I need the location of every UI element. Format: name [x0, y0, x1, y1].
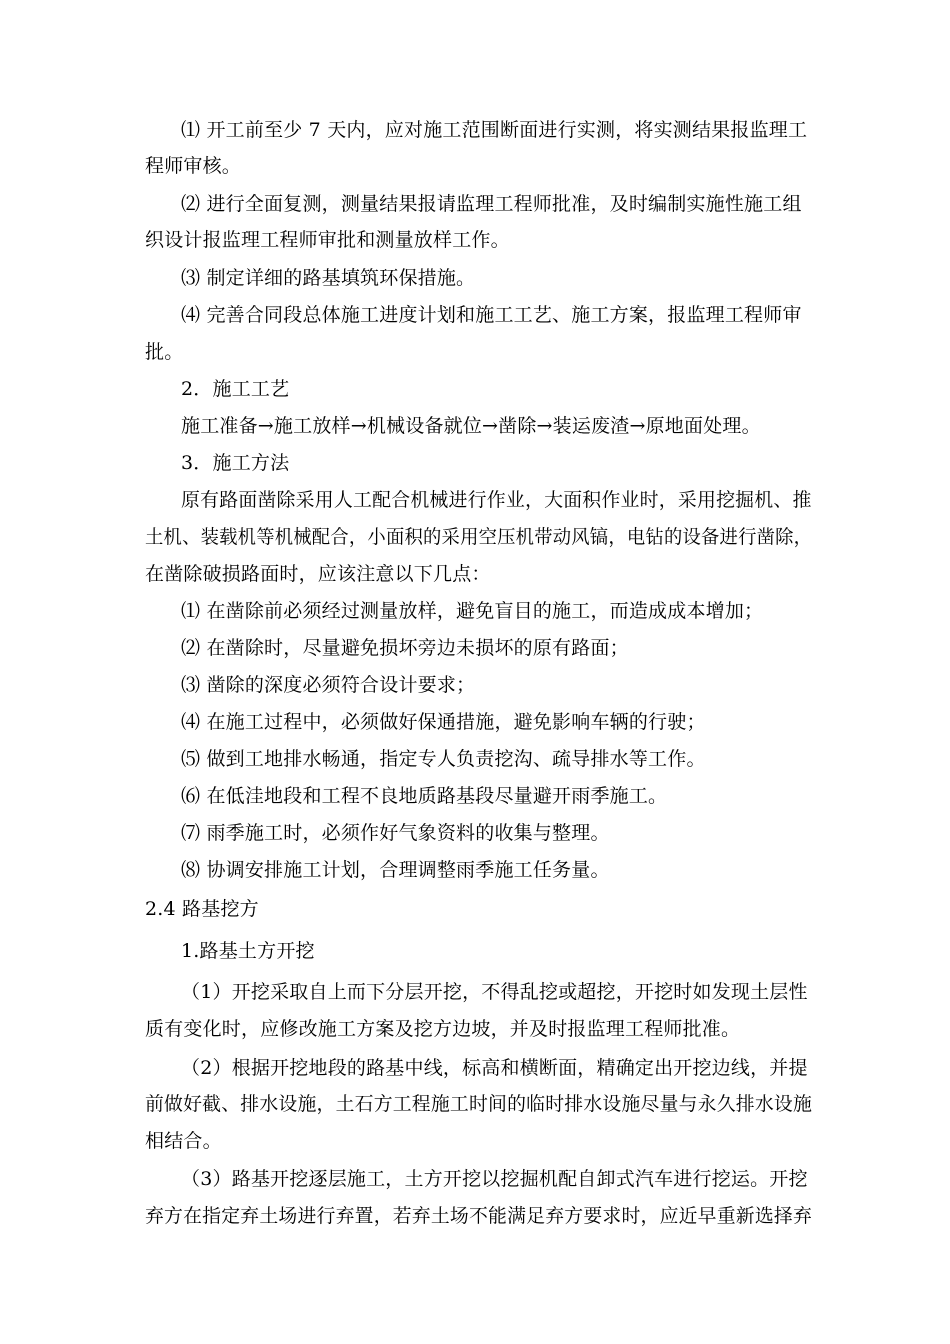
paragraph-line: 质有变化时，应修改施工方案及挖方边坡，并及时报监理工程师批准。 — [145, 1018, 741, 1040]
paragraph-line: 相结合。 — [145, 1130, 222, 1152]
paragraph-line: 原有路面凿除采用人工配合机械进行作业，大面积作业时，采用挖掘机、推 — [181, 489, 812, 511]
paragraph-line: 前做好截、排水设施，土石方工程施工时间的临时排水设施尽量与永久排水设施 — [145, 1093, 813, 1115]
paragraph-line: 批。 — [145, 341, 184, 363]
list-item: ⑸ 做到工地排水畅通，指定专人负责挖沟、疏导排水等工作。 — [181, 748, 706, 770]
list-item: ⑴ 在凿除前必须经过测量放样，避免盲目的施工，而造成成本增加； — [181, 600, 764, 622]
paragraph-line: ⑷ 完善合同段总体施工进度计划和施工工艺、施工方案，报监理工程师审 — [181, 304, 802, 326]
paragraph-line: ⑴ 开工前至少 7 天内，应对施工范围断面进行实测，将实测结果报监理工 — [181, 119, 808, 141]
paragraph-line: （1）开挖采取自上而下分层开挖，不得乱挖或超挖，开挖时如发现土层性 — [181, 981, 808, 1003]
paragraph-line: 在凿除破损路面时，应该注意以下几点： — [145, 563, 491, 585]
paragraph-line: 施工准备→施工放样→机械设备就位→凿除→装运废渣→原地面处理。 — [181, 415, 761, 437]
list-item: ⑵ 在凿除时，尽量避免损坏旁边未损坏的原有路面； — [181, 637, 629, 659]
paragraph-line: 程师审核。 — [145, 155, 242, 177]
paragraph-line: ⑵ 进行全面复测，测量结果报请监理工程师批准，及时编制实施性施工组 — [181, 193, 802, 215]
paragraph-line: （3）路基开挖逐层施工，土方开挖以挖掘机配自卸式汽车进行挖运。开挖 — [181, 1168, 808, 1190]
section-heading: 2．施工工艺 — [181, 378, 290, 400]
list-item: ⑶ 凿除的深度必须符合设计要求； — [181, 674, 476, 696]
list-item: ⑹ 在低洼地段和工程不良地质路基段尽量避开雨季施工。 — [181, 785, 668, 807]
paragraph-line: ⑶ 制定详细的路基填筑环保措施。 — [181, 267, 476, 289]
section-heading: 3．施工方法 — [181, 452, 290, 474]
subsection-heading: 1.路基土方开挖 — [181, 940, 315, 962]
paragraph-line: 土机、装载机等机械配合，小面积的采用空压机带动风镐，电钻的设备进行凿除， — [145, 526, 813, 548]
paragraph-line: 弃方在指定弃土场进行弃置，若弃土场不能满足弃方要求时，应近早重新选择弃 — [145, 1205, 813, 1227]
paragraph-line: （2）根据开挖地段的路基中线，标高和横断面，精确定出开挖边线，并提 — [181, 1057, 808, 1079]
list-item: ⑻ 协调安排施工计划，合理调整雨季施工任务量。 — [181, 859, 610, 881]
list-item: ⑷ 在施工过程中，必须做好保通措施，避免影响车辆的行驶； — [181, 711, 706, 733]
paragraph-line: 织设计报监理工程师审批和测量放样工作。 — [145, 229, 510, 251]
section-heading: 2.4 路基挖方 — [145, 898, 259, 920]
list-item: ⑺ 雨季施工时，必须作好气象资料的收集与整理。 — [181, 822, 610, 844]
